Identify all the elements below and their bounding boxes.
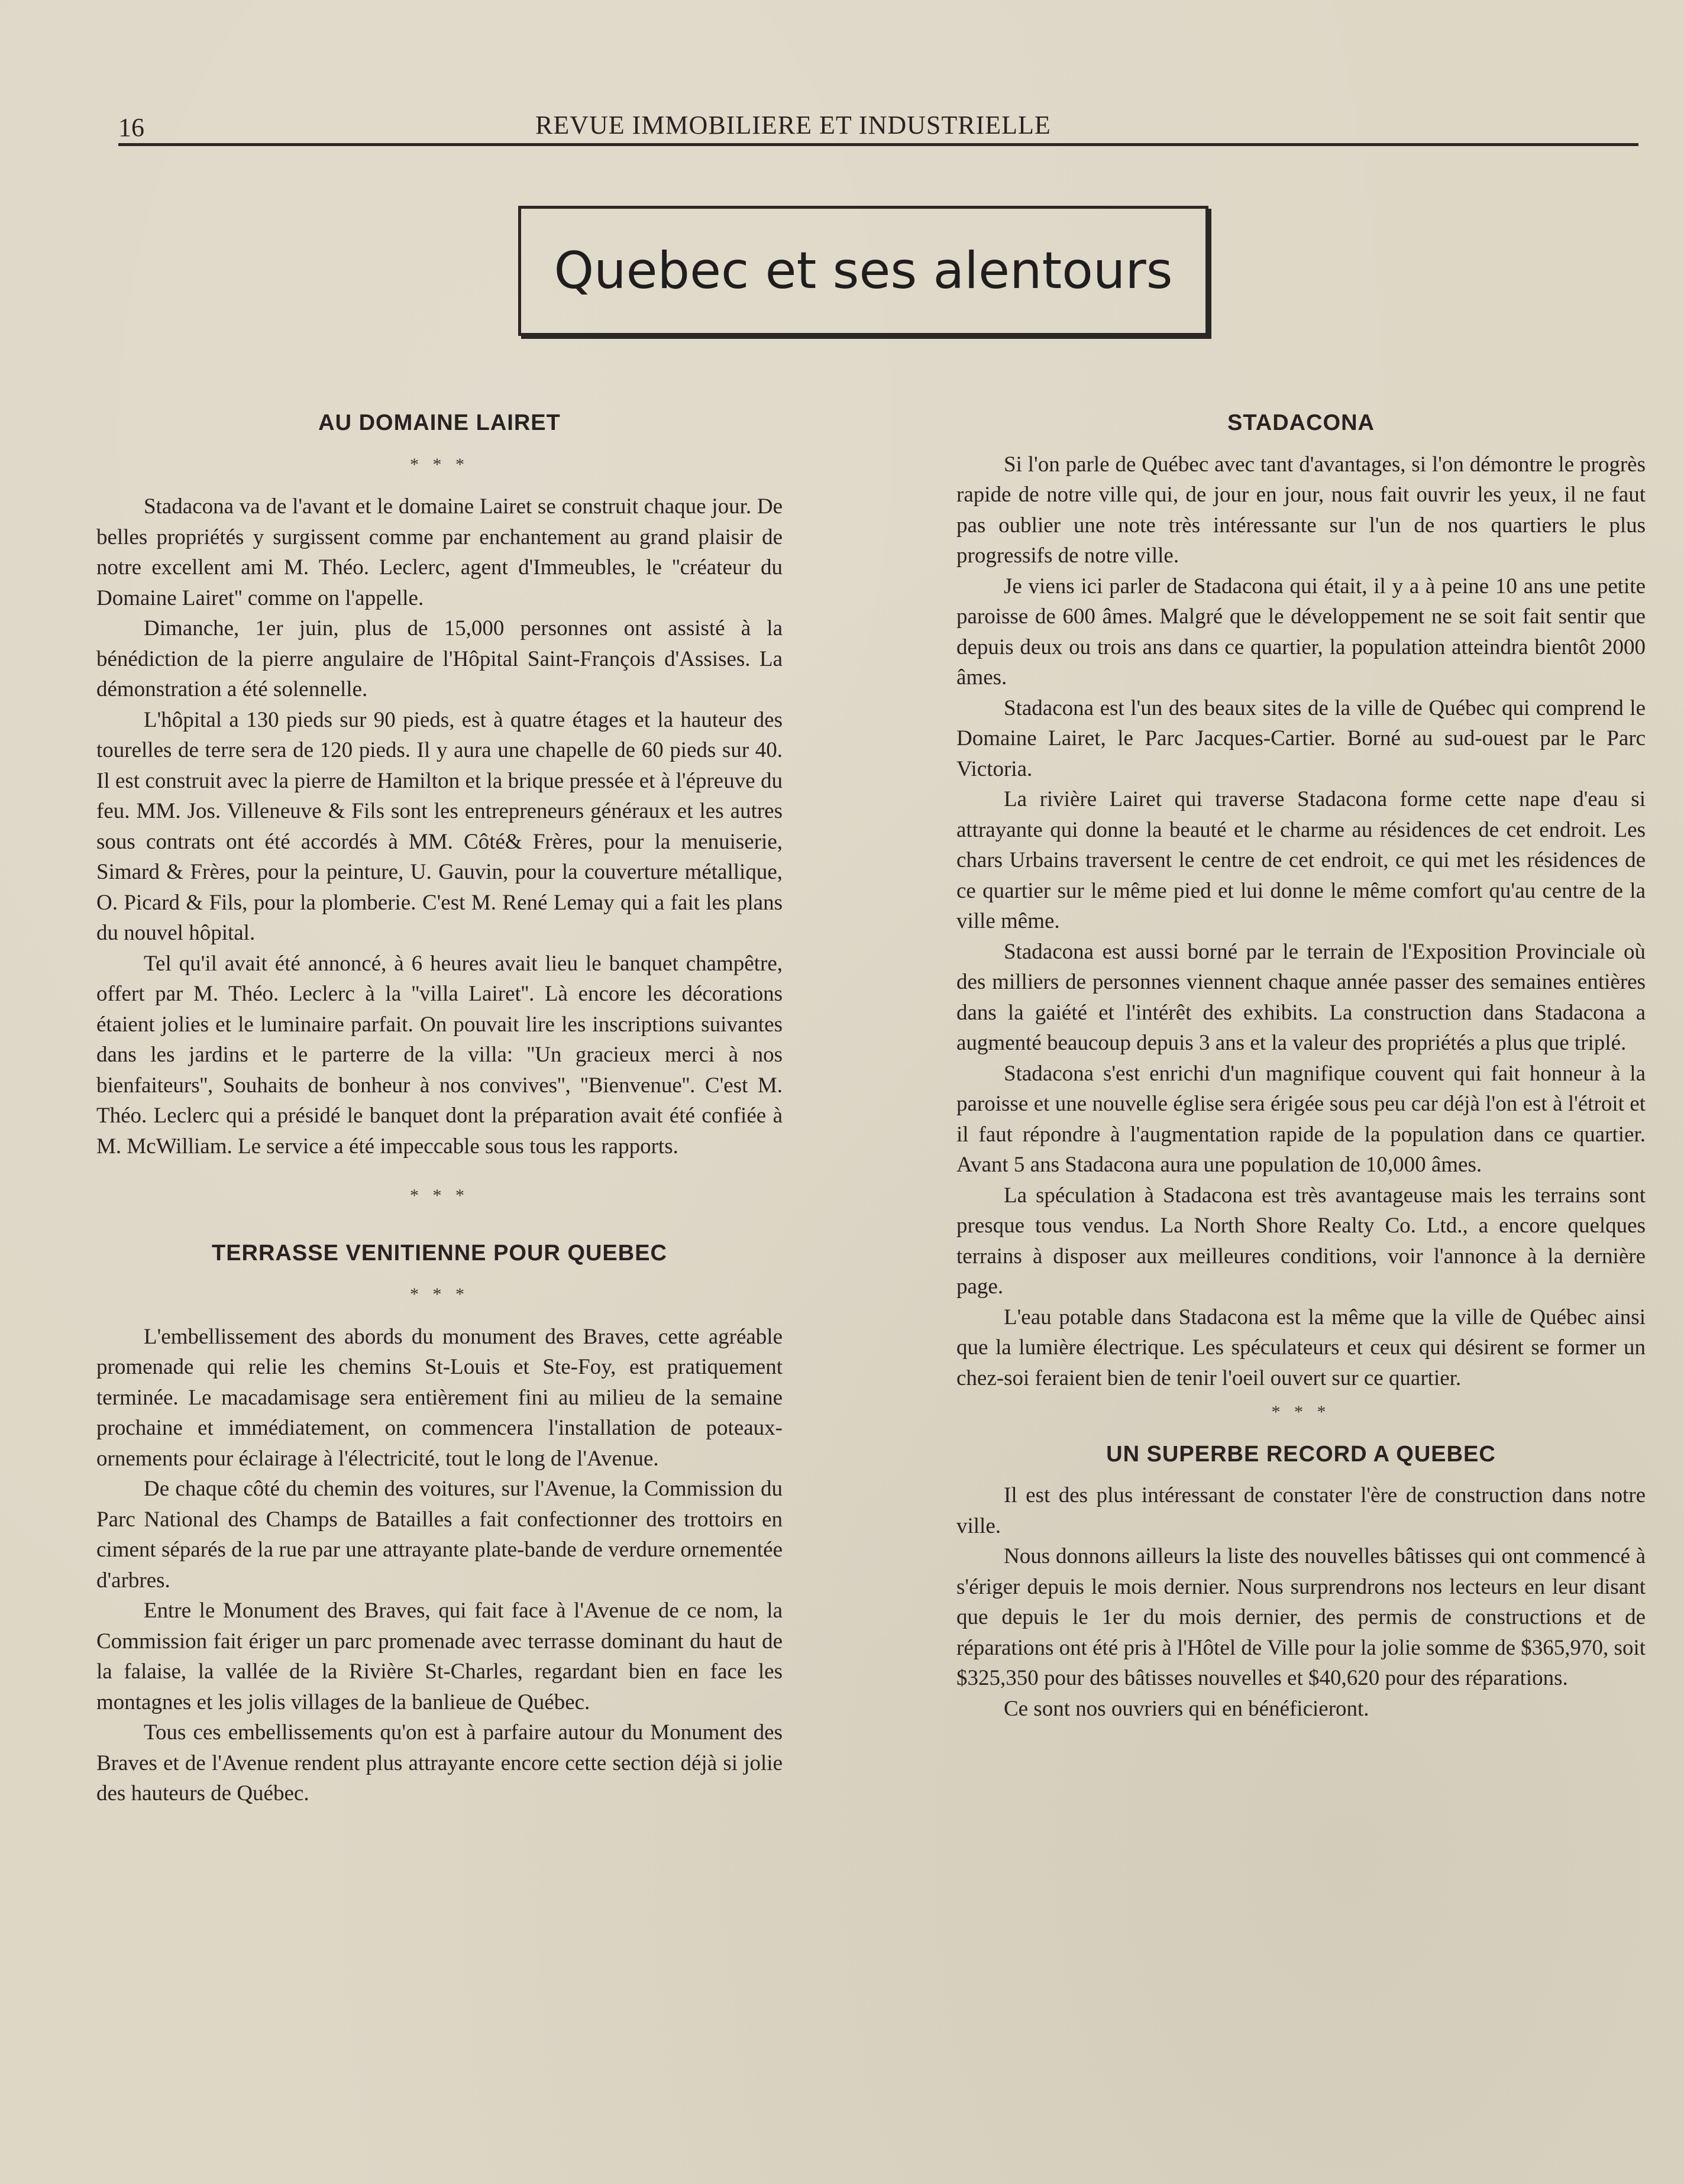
paragraph: L'embellissement des abords du monument des Braves, cette agréable promenade qui relie les chemins St-Louis et Ste-Foy, est pratiquement terminée. Le macadamisage sera entièrement fini au milieu de la semaine prochaine et immédiatement, on commencera l'installation de poteaux-ornements pour éclairage à l'électricité, tout le long de l'Avenue. (96, 1324, 783, 1471)
article-heading-record: UN SUPERBE RECORD A QUEBEC (1106, 1441, 1496, 1467)
article-heading-terrasse: TERRASSE VENITIENNE POUR QUEBEC (212, 1240, 667, 1266)
paragraph: De chaque côté du chemin des voitures, sur l'Avenue, la Commission du Parc National des Champs de Batailles a fait confectionner des trottoirs en ciment séparés de la rue par une attrayante plate-bande de verdure ornementée d'arbres. (96, 1477, 783, 1593)
asterism-separator: * * * (410, 454, 469, 474)
article-heading-domaine-lairet: AU DOMAINE LAIRET (318, 410, 561, 435)
left-column (96, 408, 783, 1809)
paragraph: Tous ces embellissements qu'on est à parfaire autour du Monument des Braves et de l'Avenue rendent plus attrayante encore cette section déjà si jolie des hauteurs de Québec. (96, 1720, 783, 1806)
header-rule (118, 143, 1638, 146)
paragraph: Dimanche, 1er juin, plus de 15,000 personnes ont assisté à la bénédiction de la pierre angulaire de l'Hôpital Saint-François d'Assises. La démonstration a été solennelle. (96, 616, 783, 701)
paragraph: Il est des plus intéressant de constater l'ère de construction dans notre ville. (956, 1483, 1646, 1538)
paragraph: Nous donnons ailleurs la liste des nouvelles bâtisses qui ont commencé à s'ériger depuis le mois dernier. Nous surprendrons nos lecteurs en leur disant que depuis le 1er du mois dernier, des permis de constructions et de réparations ont été pris à l'Hôtel de Ville pour la jolie somme de $365,970, soit $325,350 pour des bâtisses nouvelles et $40,620 pour des réparations. (956, 1544, 1646, 1690)
asterism-separator: * * * (410, 1284, 469, 1304)
asterism-separator: * * * (410, 1186, 469, 1205)
paragraph: Entre le Monument des Braves, qui fait face à l'Avenue de ce nom, la Commission fait ériger un parc promenade avec terrasse dominant du haut de la falaise, la vallée de la Rivière St-Charles, regardant bien en face les montagnes et les jolis villages de la banlieue de Québec. (96, 1599, 783, 1714)
paragraph: Tel qu'il avait été annoncé, à 6 heures avait lieu le banquet champêtre, offert par M. Théo. Leclerc à la ''villa Lairet''. Là encore les décorations étaient jolies et le luminaire parfait. On pouvait lire les inscriptions suivantes dans les jardins et le parterre de la villa: ''Un gracieux merci à nos bienfaiteurs'', Souhaits de bonheur à nos convives'', ''Bienvenue''. C'est M. Théo. Leclerc qui a présidé le banquet dont la préparation avait été confiée à M. McWilliam. Le service a été impeccable sous tous les rapports. (96, 951, 783, 1159)
paragraph: Stadacona est aussi borné par le terrain de l'Exposition Provinciale où des milliers de personnes viennent chaque année passer des semaines entières dans la gaiété et l'intérêt des exhibits. La construction dans Stadacona a augmenté beaucoup depuis 3 ans et la valeur des propriétés a plus que triplé. (956, 939, 1646, 1055)
page-number: 16 (118, 113, 144, 142)
title-box (518, 206, 1208, 336)
paragraph: La spéculation à Stadacona est très avantageuse mais les terrains sont presque tous vendus. La North Shore Realty Co. Ltd., a encore quelques terrains à disposer aux meilleures conditions, voir l'annonce à la dernière page. (956, 1183, 1646, 1299)
paragraph: Ce sont nos ouvriers qui en bénéficieront. (1004, 1696, 1369, 1721)
paragraph: L'hôpital a 130 pieds sur 90 pieds, est à quatre étages et la hauteur des tourelles de terre sera de 120 pieds. Il y aura une chapelle de 60 pieds sur 40. Il est construit avec la pierre de Hamilton et la brique pressée et à l'épreuve du feu. MM. Jos. Villeneuve & Fils sont les entrepreneurs généraux et les autres sous contrats ont été accordés à MM. Côté& Frères, pour la menuiserie, Simard & Frères, pour la peinture, U. Gauvin, pour la couverture métallique, O. Picard & Fils, pour la plomberie. C'est M. René Lemay qui a fait les plans du nouvel hôpital. (96, 707, 783, 945)
paragraph: L'eau potable dans Stadacona est la même que la ville de Québec ainsi que la lumière électrique. Les spéculateurs et ceux qui désirent se former un chez-soi feraient bien de tenir l'oeil ouvert sur ce quartier. (956, 1305, 1646, 1390)
journal-title: REVUE IMMOBILIERE ET INDUSTRIELLE (535, 111, 1051, 140)
paragraph: Stadacona s'est enrichi d'un magnifique couvent qui fait honneur à la paroisse et une nouvelle église sera érigée sous peu car déjà l'on est à l'étroit et il faut répondre à l'augmentation rapide de la population dans ce quartier. Avant 5 ans Stadacona aura une population de 10,000 âmes. (956, 1061, 1646, 1177)
page-title: Quebec et ses alentours (554, 241, 1173, 300)
paragraph: La rivière Lairet qui traverse Stadacona forme cette nape d'eau si attrayante qui donne la beauté et le charme au résidences de cet endroit. Les chars Urbains traversent le centre de cet endroit, ce qui met les résidences de ce quartier sur le même pied et lui donne le même comfort qu'au centre de la ville même. (956, 787, 1646, 933)
article-heading-stadacona: STADACONA (1227, 410, 1375, 435)
right-column (956, 408, 1646, 1724)
paragraph: Stadacona va de l'avant et le domaine Lairet se construit chaque jour. De belles propriétés y surgissent comme par enchantement au grand plaisir de notre excellent ami M. Théo. Leclerc, agent d'Immeubles, le ''créateur du Domaine Lairet'' comme on l'appelle. (96, 494, 783, 610)
paragraph: Si l'on parle de Québec avec tant d'avantages, si l'on démontre le progrès rapide de notre ville qui, de jour en jour, nous fait ouvrir les yeux, il ne faut pas oublier une note très intéressante sur l'un de nos quartiers le plus progressifs de notre ville. (956, 452, 1646, 568)
paragraph: Stadacona est l'un des beaux sites de la ville de Québec qui comprend le Domaine Lairet, le Parc Jacques-Cartier. Borné au sud-ouest par le Parc Victoria. (956, 695, 1646, 781)
asterism-separator: * * * (1271, 1402, 1331, 1422)
paragraph: Je viens ici parler de Stadacona qui était, il y a à peine 10 ans une petite paroisse de 600 âmes. Malgré que le développement ne se soit fait sentir que depuis deux ou trois ans dans ce quartier, la population atteindra bientôt 2000 âmes. (956, 574, 1646, 690)
running-header (118, 102, 1638, 149)
